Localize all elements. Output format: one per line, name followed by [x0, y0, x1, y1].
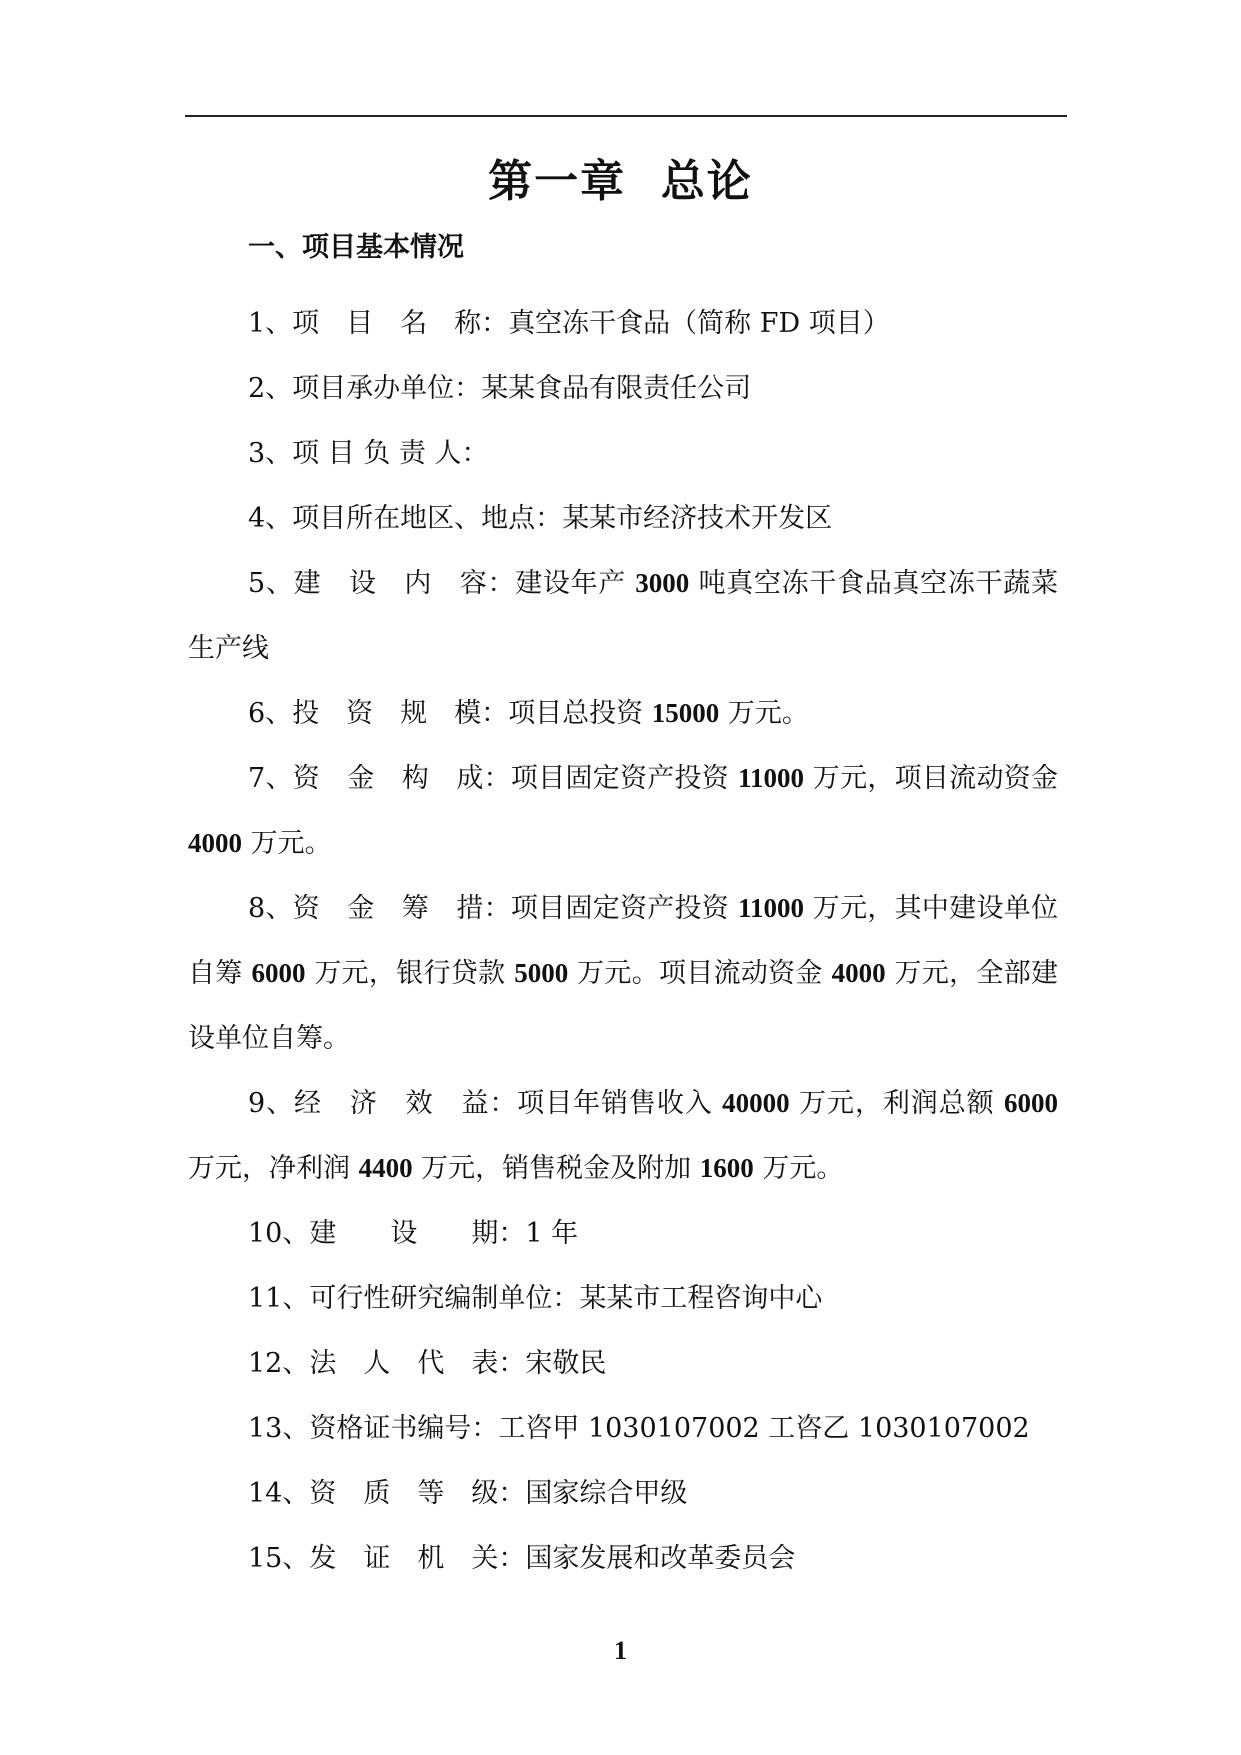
item-label: 11、可行性研究编制单位： [248, 1283, 580, 1314]
item-text: 万元。 [719, 698, 809, 729]
chapter-number: 第一章 [488, 156, 627, 207]
item-number: 4000 [188, 828, 242, 858]
item-investment-scale [188, 681, 1058, 746]
item-project-name [188, 291, 1058, 356]
item-text: 建设年产 [515, 568, 636, 599]
item-text: 万元。 [242, 828, 332, 859]
item-label: 1、项 目 名 称： [248, 308, 509, 339]
item-construction-content [188, 551, 1058, 681]
item-economic-benefit [188, 1071, 1058, 1201]
item-number: 11000 [737, 763, 804, 793]
item-label: 8、资 金 筹 措： [248, 893, 511, 924]
page-number: 1 [614, 1636, 627, 1665]
item-label: 6、投 资 规 模： [248, 698, 509, 729]
item-label: 4、项目所在地区、地点： [248, 503, 563, 534]
item-number: 5000 [514, 958, 569, 988]
item-text: 万元，利润总额 [789, 1088, 1004, 1119]
item-label: 7、资 金 构 成： [248, 763, 511, 794]
item-value: 工咨甲 1030107002 工咨乙 1030107002 [498, 1413, 1030, 1444]
item-text: 吨真空冻干食品真空冻干蔬菜生产线 [188, 568, 1058, 664]
item-text: 万元，项目流动资金 [803, 763, 1058, 794]
item-value: 某某市经济技术开发区 [562, 503, 833, 534]
item-value: 某某市工程咨询中心 [579, 1283, 823, 1314]
item-text: 万元，销售税金及附加 [412, 1153, 700, 1184]
item-value: 国家发展和改革委员会 [525, 1543, 796, 1574]
item-label: 2、项目承办单位： [248, 373, 482, 404]
item-text: 项目年销售收入 [517, 1088, 723, 1119]
item-text: 万元。项目流动资金 [568, 958, 832, 989]
item-number: 11000 [737, 893, 804, 923]
item-number: 4400 [358, 1153, 413, 1183]
item-legal-representative [188, 1331, 1058, 1396]
item-value: 某某食品有限责任公司 [481, 373, 752, 404]
item-value: 真空冻干食品（简称 FD 项目） [508, 308, 890, 339]
title-gap [626, 156, 661, 207]
item-study-author [188, 1266, 1058, 1331]
item-qualification-level [188, 1461, 1058, 1526]
item-organizer [188, 356, 1058, 421]
item-location [188, 486, 1058, 551]
item-label: 15、发 证 机 关： [248, 1543, 526, 1574]
item-label: 13、资格证书编号： [248, 1413, 499, 1444]
item-text: 项目总投资 [508, 698, 652, 729]
item-label: 10、建 设 期： [248, 1218, 526, 1249]
item-text: 项目固定资产投资 [510, 893, 738, 924]
item-number: 15000 [651, 698, 720, 728]
item-label: 9、经 济 效 益： [248, 1088, 518, 1119]
item-text: 项目固定资产投资 [510, 763, 738, 794]
chapter-title [0, 152, 1241, 212]
item-number: 1600 [699, 1153, 754, 1183]
item-text: 万元，全部建设单位自筹。 [188, 958, 1058, 1054]
item-value: 国家综合甲级 [525, 1478, 688, 1509]
item-construction-period [188, 1201, 1058, 1266]
item-text: 万元，银行贷款 [305, 958, 515, 989]
item-label: 14、资 质 等 级： [248, 1478, 526, 1509]
item-number: 4000 [831, 958, 886, 988]
item-label: 3、项 目 负 责 人： [248, 438, 489, 469]
item-number: 6000 [1004, 1088, 1058, 1118]
item-fund-raising [188, 876, 1058, 1071]
item-text: 万元。 [753, 1153, 844, 1184]
item-number: 3000 [635, 568, 690, 598]
section-heading: 一、项目基本情况 [248, 232, 464, 263]
header-rule [185, 115, 1067, 117]
item-label: 5、建 设 内 容： [248, 568, 516, 599]
chapter-name: 总论 [660, 156, 753, 207]
item-value: 宋敬民 [525, 1348, 607, 1379]
item-text: 万元，其中建设单位自筹 [188, 893, 1058, 989]
item-certificate-number [188, 1396, 1058, 1461]
item-issuing-authority [188, 1526, 1058, 1591]
item-project-lead [188, 421, 1058, 486]
item-number: 40000 [722, 1088, 790, 1118]
item-number: 6000 [251, 958, 306, 988]
item-value: 1 年 [525, 1218, 579, 1249]
document-body [188, 291, 1058, 1591]
item-label: 12、法 人 代 表： [248, 1348, 526, 1379]
item-fund-composition [188, 746, 1058, 876]
item-text: 万元，净利润 [188, 1153, 359, 1184]
